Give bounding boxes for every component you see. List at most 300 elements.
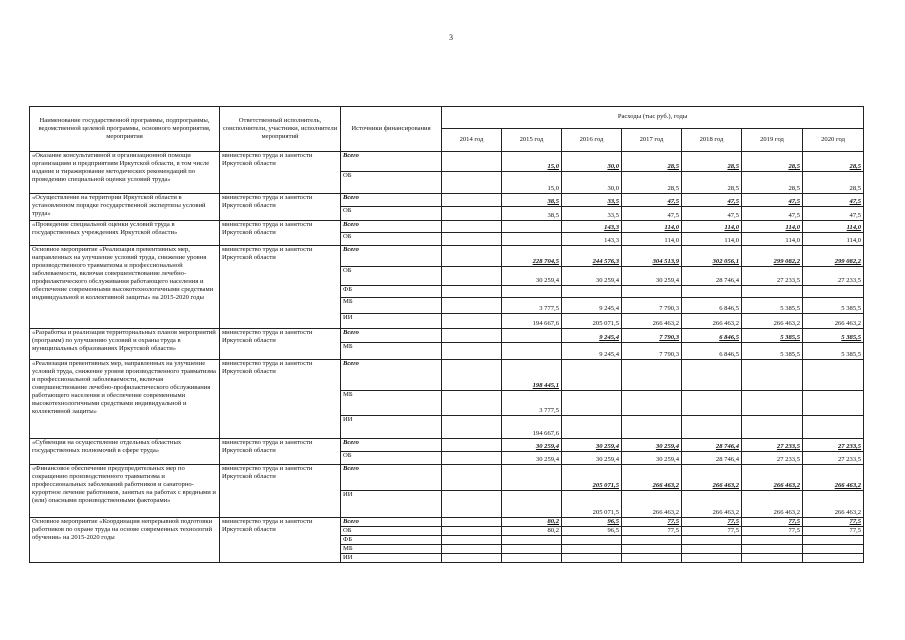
amount-cell bbox=[622, 391, 682, 416]
amount-value: 28,5 bbox=[667, 184, 679, 192]
amount-value: 266 463,2 bbox=[773, 319, 800, 327]
amount-value: 80,2 bbox=[547, 518, 559, 525]
amount-value: 304 513,9 bbox=[652, 257, 679, 265]
amount-cell bbox=[442, 554, 502, 563]
amount-value: 30 259,4 bbox=[595, 455, 619, 463]
responsible-cell: министерство труда и занятости Иркутской области bbox=[220, 360, 341, 439]
funding-source-cell: ИИ bbox=[341, 314, 442, 329]
amount-value: 143,3 bbox=[604, 223, 619, 231]
amount-value: 27 233,5 bbox=[838, 276, 862, 284]
amount-cell bbox=[502, 439, 562, 452]
program-name-cell: «Финансовое обеспечение предупредительных мер по сокращению производственного травматизма и профессиональных заболеваний работников и санаторно-курортное лечение работников, занятых на работах с вредными и (или) опасными производственными факторами» bbox=[30, 465, 220, 518]
amount-cell bbox=[803, 391, 864, 416]
amount-cell bbox=[562, 554, 622, 563]
amount-cell bbox=[682, 391, 742, 416]
amount-value: 28,5 bbox=[727, 184, 739, 192]
amount-cell bbox=[682, 545, 742, 554]
funding-source-cell: Всего bbox=[341, 518, 442, 527]
header-year: 2016 год bbox=[562, 129, 622, 152]
funding-source-cell: ОБ bbox=[341, 233, 442, 246]
amount-cell bbox=[622, 194, 682, 207]
amount-cell bbox=[562, 246, 622, 267]
amount-cell bbox=[803, 452, 864, 465]
amount-cell bbox=[622, 233, 682, 246]
amount-cell bbox=[442, 536, 502, 545]
amount-value: 30 259,4 bbox=[595, 276, 619, 284]
responsible-cell: министерство труда и занятости Иркутской области bbox=[220, 329, 341, 360]
amount-value: 9 245,4 bbox=[599, 350, 619, 358]
amount-cell bbox=[442, 314, 502, 329]
amount-value: 9 245,4 bbox=[599, 333, 619, 341]
funding-source-cell: Всего bbox=[341, 439, 442, 452]
amount-value: 30 259,4 bbox=[535, 276, 559, 284]
header-year: 2014 год bbox=[442, 129, 502, 152]
amount-cell bbox=[622, 465, 682, 491]
program-name-cell: «Реализация превентивных мер, направленных на улучшение условий труда, снижение уровня производственного травматизма и профессиональной заболеваемости, включая совершенствование лечебно-профилактического обслуживания работающего населения и обеспечение современными высокотехнологичными средствами индивидуальной и коллективной защиты» bbox=[30, 360, 220, 439]
amount-cell bbox=[562, 172, 622, 194]
amount-cell bbox=[803, 246, 864, 267]
amount-value: 77,5 bbox=[788, 518, 800, 525]
amount-cell bbox=[742, 536, 803, 545]
amount-value: 30 259,4 bbox=[655, 455, 679, 463]
amount-value: 266 463,2 bbox=[652, 481, 679, 489]
amount-cell bbox=[803, 172, 864, 194]
amount-value: 38,5 bbox=[547, 211, 559, 219]
amount-value: 27 233,5 bbox=[776, 442, 800, 450]
amount-cell bbox=[682, 298, 742, 314]
amount-value: 28 746,4 bbox=[715, 276, 739, 284]
amount-cell bbox=[502, 527, 562, 536]
amount-cell bbox=[562, 545, 622, 554]
amount-value: 47,5 bbox=[788, 211, 800, 219]
amount-value: 28 746,4 bbox=[715, 442, 739, 450]
amount-cell bbox=[502, 452, 562, 465]
amount-cell bbox=[803, 465, 864, 491]
amount-cell bbox=[502, 298, 562, 314]
amount-value: 47,5 bbox=[727, 197, 739, 205]
table-row bbox=[30, 360, 864, 391]
table-body bbox=[30, 152, 864, 563]
amount-cell bbox=[682, 554, 742, 563]
amount-cell bbox=[803, 416, 864, 439]
amount-cell bbox=[442, 545, 502, 554]
amount-cell bbox=[442, 391, 502, 416]
amount-cell bbox=[742, 391, 803, 416]
amount-cell bbox=[682, 233, 742, 246]
program-name-cell: «Оказание консультативной и организационной помощи организациям и предприятиям Иркутской области, в том числе издание и тиражирование методических рекомендаций по проведению специальной оценки условий труда» bbox=[30, 152, 220, 194]
amount-cell bbox=[682, 329, 742, 343]
amount-value: 80,2 bbox=[547, 527, 559, 535]
amount-value: 47,5 bbox=[727, 211, 739, 219]
amount-value: 47,5 bbox=[788, 197, 800, 205]
amount-cell bbox=[442, 527, 502, 536]
amount-cell bbox=[803, 221, 864, 233]
amount-cell bbox=[622, 491, 682, 518]
amount-cell bbox=[562, 527, 622, 536]
amount-cell bbox=[562, 465, 622, 491]
amount-cell bbox=[562, 286, 622, 298]
amount-cell bbox=[682, 491, 742, 518]
amount-cell bbox=[562, 314, 622, 329]
responsible-cell: министерство труда и занятости Иркутской области bbox=[220, 152, 341, 194]
amount-value: 5 385,5 bbox=[780, 333, 800, 341]
funding-source-cell: МБ bbox=[341, 545, 442, 554]
header-year: 2020 год bbox=[803, 129, 864, 152]
amount-value: 77,5 bbox=[667, 527, 679, 535]
table-row bbox=[30, 246, 864, 267]
amount-value: 198 445,1 bbox=[532, 381, 559, 389]
amount-value: 266 463,2 bbox=[652, 508, 679, 516]
amount-cell bbox=[742, 554, 803, 563]
amount-value: 28 746,4 bbox=[715, 455, 739, 463]
amount-cell bbox=[562, 491, 622, 518]
table-row bbox=[30, 329, 864, 343]
amount-cell bbox=[442, 152, 502, 172]
amount-value: 28,5 bbox=[788, 184, 800, 192]
amount-value: 28,5 bbox=[727, 162, 739, 170]
amount-value: 194 667,6 bbox=[532, 319, 559, 327]
amount-value: 3 777,5 bbox=[539, 304, 559, 312]
amount-cell bbox=[622, 221, 682, 233]
amount-cell bbox=[502, 194, 562, 207]
responsible-cell: министерство труда и занятости Иркутской области bbox=[220, 439, 341, 465]
amount-value: 47,5 bbox=[667, 197, 679, 205]
amount-cell bbox=[622, 545, 682, 554]
program-name-cell: «Осуществление на территории Иркутской области в установленном порядке государственной экспертизы условий труда» bbox=[30, 194, 220, 221]
amount-value: 266 463,2 bbox=[712, 508, 739, 516]
program-name-cell: «Субвенция на осуществление отдельных областных государственных полномочий в сфере труда» bbox=[30, 439, 220, 465]
program-name-cell: «Проведение специальной оценки условий труда в государственных учреждениях Иркутской области» bbox=[30, 221, 220, 246]
amount-cell bbox=[502, 267, 562, 286]
amount-cell bbox=[803, 207, 864, 221]
amount-cell bbox=[442, 194, 502, 207]
header-expenses: Расходы (тыс руб.), годы bbox=[442, 107, 864, 129]
header-year: 2017 год bbox=[622, 129, 682, 152]
amount-value: 33,5 bbox=[607, 197, 619, 205]
amount-cell bbox=[682, 152, 742, 172]
amount-value: 114,0 bbox=[846, 236, 862, 244]
funding-source-cell: ОБ bbox=[341, 172, 442, 194]
responsible-cell: министерство труда и занятости Иркутской области bbox=[220, 246, 341, 329]
amount-cell bbox=[562, 416, 622, 439]
amount-cell bbox=[502, 172, 562, 194]
amount-value: 114,0 bbox=[664, 236, 679, 244]
amount-value: 244 576,3 bbox=[592, 257, 619, 265]
amount-cell bbox=[562, 439, 622, 452]
table-row bbox=[30, 439, 864, 452]
amount-value: 3 777,5 bbox=[539, 406, 559, 414]
amount-value: 27 233,5 bbox=[776, 455, 800, 463]
amount-value: 27 233,5 bbox=[838, 455, 862, 463]
amount-cell bbox=[682, 221, 742, 233]
amount-value: 47,5 bbox=[667, 211, 679, 219]
amount-cell bbox=[622, 314, 682, 329]
amount-cell bbox=[742, 527, 803, 536]
funding-source-cell: Всего bbox=[341, 465, 442, 491]
amount-value: 5 385,5 bbox=[841, 350, 862, 358]
amount-value: 9 245,4 bbox=[599, 304, 619, 312]
amount-cell bbox=[742, 233, 803, 246]
amount-value: 30,0 bbox=[607, 184, 619, 192]
amount-cell bbox=[742, 172, 803, 194]
amount-cell bbox=[742, 207, 803, 221]
funding-source-cell: Всего bbox=[341, 329, 442, 343]
amount-cell bbox=[442, 465, 502, 491]
amount-cell bbox=[442, 221, 502, 233]
amount-cell bbox=[622, 536, 682, 545]
amount-cell bbox=[803, 554, 864, 563]
amount-cell bbox=[442, 329, 502, 343]
page-number: 3 bbox=[449, 33, 453, 42]
amount-cell bbox=[442, 267, 502, 286]
header-year: 2019 год bbox=[742, 129, 803, 152]
amount-value: 6 846,5 bbox=[719, 304, 739, 312]
amount-cell bbox=[803, 536, 864, 545]
amount-value: 5 385,5 bbox=[841, 333, 862, 341]
amount-value: 266 463,2 bbox=[712, 481, 739, 489]
responsible-cell: министерство труда и занятости Иркутской области bbox=[220, 465, 341, 518]
amount-cell bbox=[803, 439, 864, 452]
amount-value: 6 846,5 bbox=[719, 333, 739, 341]
amount-cell bbox=[742, 314, 803, 329]
amount-cell bbox=[442, 246, 502, 267]
amount-cell bbox=[562, 221, 622, 233]
amount-value: 5 385,5 bbox=[841, 304, 862, 312]
amount-cell bbox=[803, 314, 864, 329]
table-row bbox=[30, 465, 864, 491]
amount-cell bbox=[742, 221, 803, 233]
funding-source-cell: Всего bbox=[341, 360, 442, 391]
funding-source-cell: Всего bbox=[341, 221, 442, 233]
amount-cell bbox=[622, 246, 682, 267]
amount-cell bbox=[742, 152, 803, 172]
amount-cell bbox=[682, 439, 742, 452]
amount-value: 33,5 bbox=[607, 211, 619, 219]
amount-value: 266 463,2 bbox=[834, 481, 862, 489]
amount-value: 47,5 bbox=[849, 211, 862, 219]
funding-source-cell: Всего bbox=[341, 246, 442, 267]
amount-cell bbox=[742, 343, 803, 360]
amount-cell bbox=[803, 152, 864, 172]
amount-value: 302 056,1 bbox=[712, 257, 739, 265]
amount-cell bbox=[803, 360, 864, 391]
amount-cell bbox=[502, 536, 562, 545]
amount-value: 7 790,3 bbox=[659, 350, 679, 358]
responsible-cell: министерство труда и занятости Иркутской области bbox=[220, 194, 341, 221]
amount-cell bbox=[502, 554, 562, 563]
amount-cell bbox=[682, 267, 742, 286]
amount-cell bbox=[742, 194, 803, 207]
amount-value: 114,0 bbox=[785, 223, 800, 231]
funding-source-cell: МБ bbox=[341, 343, 442, 360]
amount-cell bbox=[622, 298, 682, 314]
amount-value: 30,0 bbox=[607, 162, 619, 170]
amount-value: 114,0 bbox=[724, 236, 739, 244]
amount-cell bbox=[682, 343, 742, 360]
amount-cell bbox=[682, 416, 742, 439]
amount-cell bbox=[803, 298, 864, 314]
amount-cell bbox=[682, 246, 742, 267]
amount-cell bbox=[622, 416, 682, 439]
amount-cell bbox=[562, 207, 622, 221]
amount-cell bbox=[742, 246, 803, 267]
funding-source-cell: ФБ bbox=[341, 536, 442, 545]
amount-value: 5 385,5 bbox=[780, 304, 800, 312]
amount-cell bbox=[803, 527, 864, 536]
amount-value: 299 082,2 bbox=[773, 257, 800, 265]
table-row bbox=[30, 194, 864, 207]
amount-cell bbox=[562, 233, 622, 246]
amount-value: 77,5 bbox=[849, 518, 862, 525]
amount-value: 30 259,4 bbox=[655, 442, 679, 450]
amount-cell bbox=[502, 314, 562, 329]
amount-value: 114,0 bbox=[785, 236, 800, 244]
amount-value: 38,5 bbox=[547, 197, 559, 205]
amount-value: 114,0 bbox=[724, 223, 739, 231]
amount-cell bbox=[442, 416, 502, 439]
responsible-cell: министерство труда и занятости Иркутской области bbox=[220, 221, 341, 246]
amount-cell bbox=[622, 152, 682, 172]
header-funding-source: Источники финансирования bbox=[341, 107, 442, 152]
amount-cell bbox=[682, 452, 742, 465]
amount-value: 96,5 bbox=[607, 518, 619, 525]
amount-value: 47,5 bbox=[849, 197, 862, 205]
amount-cell bbox=[502, 152, 562, 172]
amount-cell bbox=[562, 298, 622, 314]
amount-cell bbox=[682, 286, 742, 298]
amount-cell bbox=[622, 554, 682, 563]
amount-value: 77,5 bbox=[849, 527, 862, 535]
amount-cell bbox=[502, 391, 562, 416]
amount-cell bbox=[742, 545, 803, 554]
amount-cell bbox=[622, 267, 682, 286]
amount-cell bbox=[803, 286, 864, 298]
funding-source-cell: ОБ bbox=[341, 452, 442, 465]
amount-cell bbox=[442, 343, 502, 360]
amount-value: 30 259,4 bbox=[535, 442, 559, 450]
amount-cell bbox=[803, 194, 864, 207]
amount-cell bbox=[622, 439, 682, 452]
header-year: 2015 год bbox=[502, 129, 562, 152]
amount-value: 7 790,3 bbox=[659, 333, 679, 341]
funding-source-cell: ФБ bbox=[341, 286, 442, 298]
amount-cell bbox=[803, 233, 864, 246]
amount-cell bbox=[502, 465, 562, 491]
amount-cell bbox=[502, 246, 562, 267]
table-row bbox=[30, 221, 864, 233]
amount-cell bbox=[502, 233, 562, 246]
amount-cell bbox=[742, 465, 803, 491]
amount-cell bbox=[562, 152, 622, 172]
funding-source-cell: ИИ bbox=[341, 554, 442, 563]
amount-cell bbox=[622, 207, 682, 221]
amount-value: 30 259,4 bbox=[655, 276, 679, 284]
header-year: 2018 год bbox=[682, 129, 742, 152]
amount-value: 77,5 bbox=[727, 527, 739, 535]
amount-value: 266 463,2 bbox=[652, 319, 679, 327]
amount-value: 77,5 bbox=[788, 527, 800, 535]
amount-cell bbox=[742, 267, 803, 286]
amount-value: 228 704,5 bbox=[532, 257, 559, 265]
amount-value: 194 667,6 bbox=[532, 429, 559, 437]
amount-value: 114,0 bbox=[664, 223, 679, 231]
amount-cell bbox=[682, 172, 742, 194]
program-name-cell: Основное мероприятие «Реализация превентивных мер, направленных на улучшение условий труда, снижение уровня производственного травматизма и профессиональной заболеваемости, включая совершенствование лечебно-профилактического обслуживания работающего населения и обеспечение современными высокотехнологичными средствами индивидуальной и коллективной защиты» на 2015-2020 годы bbox=[30, 246, 220, 329]
amount-value: 143,3 bbox=[604, 236, 619, 244]
amount-cell bbox=[682, 536, 742, 545]
amount-value: 28,5 bbox=[788, 162, 800, 170]
funding-source-cell: МБ bbox=[341, 391, 442, 416]
amount-cell bbox=[442, 491, 502, 518]
amount-value: 77,5 bbox=[727, 518, 739, 525]
amount-cell bbox=[742, 452, 803, 465]
amount-value: 5 385,5 bbox=[780, 350, 800, 358]
amount-cell bbox=[742, 416, 803, 439]
amount-cell bbox=[682, 194, 742, 207]
funding-source-cell: МБ bbox=[341, 298, 442, 314]
funding-source-cell: ОБ bbox=[341, 207, 442, 221]
amount-cell bbox=[562, 343, 622, 360]
amount-cell bbox=[682, 465, 742, 491]
amount-cell bbox=[502, 343, 562, 360]
table-row bbox=[30, 518, 864, 527]
amount-cell bbox=[622, 286, 682, 298]
amount-cell bbox=[742, 518, 803, 527]
amount-cell bbox=[682, 360, 742, 391]
program-name-cell: Основное мероприятие «Координация непрерывной подготовки работников по охране труда на основе современных технологий обучения» на 2015-2020 годы bbox=[30, 518, 220, 563]
funding-source-cell: Всего bbox=[341, 194, 442, 207]
amount-cell bbox=[502, 286, 562, 298]
amount-cell bbox=[502, 329, 562, 343]
header-responsible: Ответственный исполнитель, соисполнители, участники, исполнители мероприятий bbox=[220, 107, 341, 152]
amount-cell bbox=[803, 343, 864, 360]
amount-cell bbox=[803, 518, 864, 527]
amount-value: 30 259,4 bbox=[535, 455, 559, 463]
amount-cell bbox=[622, 329, 682, 343]
expenses-table bbox=[29, 106, 864, 563]
amount-value: 28,5 bbox=[667, 162, 679, 170]
amount-cell bbox=[682, 314, 742, 329]
amount-cell bbox=[562, 194, 622, 207]
amount-cell bbox=[742, 286, 803, 298]
amount-cell bbox=[803, 329, 864, 343]
amount-cell bbox=[682, 518, 742, 527]
amount-cell bbox=[562, 360, 622, 391]
amount-cell bbox=[562, 536, 622, 545]
amount-value: 266 463,2 bbox=[773, 481, 800, 489]
amount-cell bbox=[622, 518, 682, 527]
amount-cell bbox=[442, 233, 502, 246]
amount-value: 266 463,2 bbox=[834, 319, 862, 327]
amount-value: 6 846,5 bbox=[719, 350, 739, 358]
amount-cell bbox=[442, 439, 502, 452]
amount-cell bbox=[803, 545, 864, 554]
amount-cell bbox=[622, 172, 682, 194]
amount-cell bbox=[562, 518, 622, 527]
amount-cell bbox=[502, 491, 562, 518]
amount-value: 27 233,5 bbox=[776, 276, 800, 284]
amount-cell bbox=[803, 267, 864, 286]
amount-cell bbox=[442, 286, 502, 298]
amount-cell bbox=[622, 452, 682, 465]
amount-value: 7 790,3 bbox=[659, 304, 679, 312]
header-program-name: Наименование государственной программы, подпрограммы, ведомственной целевой программы, основного мероприятия, мероприятия bbox=[30, 107, 220, 152]
amount-cell bbox=[682, 207, 742, 221]
amount-cell bbox=[502, 207, 562, 221]
amount-cell bbox=[742, 491, 803, 518]
amount-cell bbox=[562, 267, 622, 286]
amount-cell bbox=[682, 527, 742, 536]
